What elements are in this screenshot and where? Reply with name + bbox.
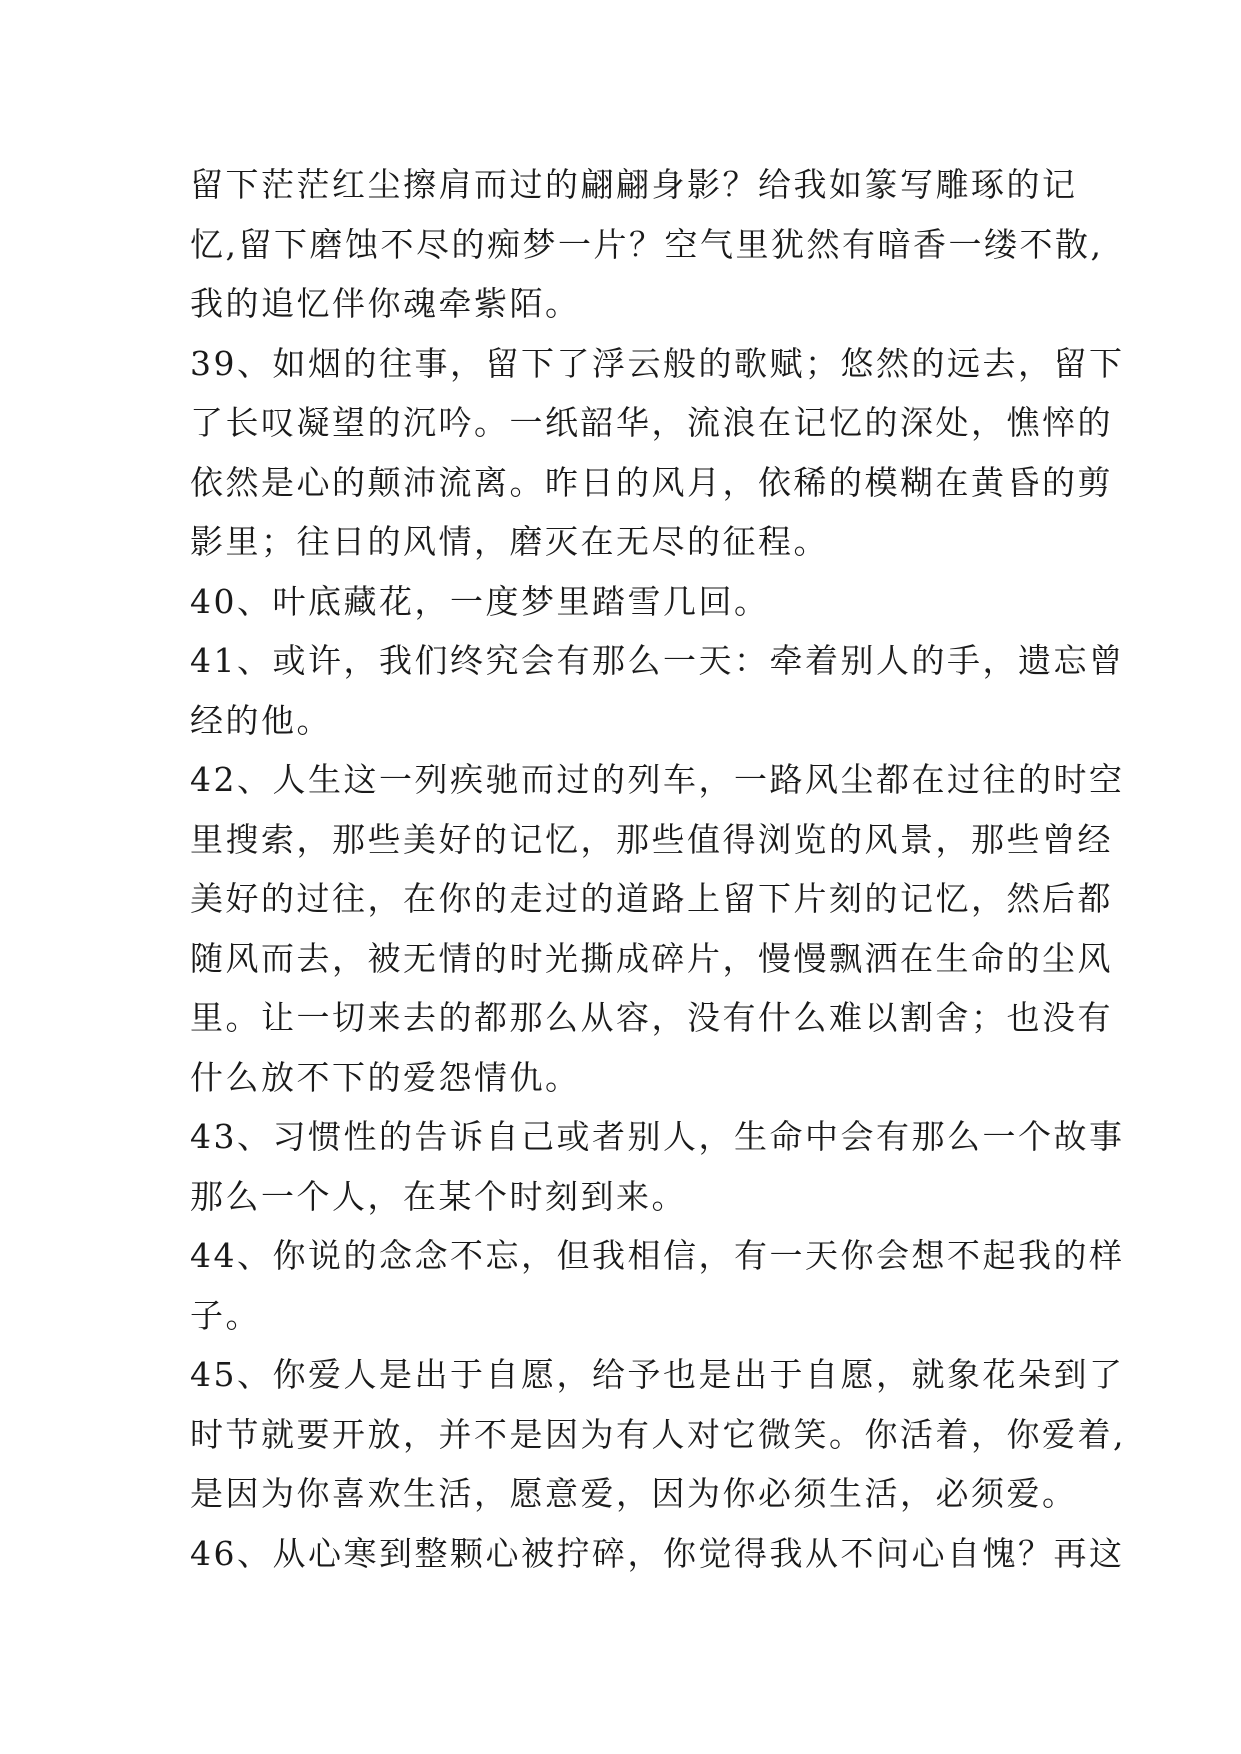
document-body — [190, 155, 1126, 1583]
text-line: 了长叹凝望的沉吟。一纸韶华，流浪在记忆的深处，憔悴的 — [190, 403, 1113, 442]
text-line: 留下茫茫红尘擦肩而过的翩翩身影？给我如篆写雕琢的记 — [190, 165, 1078, 204]
text-line: 44、你说的念念不忘，但我相信，有一天你会想不起我的样 — [190, 1236, 1125, 1275]
text-line: 时节就要开放，并不是因为有人对它微笑。你活着，你爱着, — [190, 1414, 1126, 1454]
text-line: 美好的过往，在你的走过的道路上留下片刻的记忆，然后都 — [190, 879, 1113, 918]
text-line: 43、习惯性的告诉自己或者别人，生命中会有那么一个故事 — [190, 1117, 1125, 1156]
text-line: 里。让一切来去的都那么从容，没有什么难以割舍；也没有 — [190, 998, 1113, 1037]
text-line: 什么放不下的爱怨情仇。 — [190, 1057, 581, 1097]
text-line: 40、叶底藏花，一度梦里踏雪几回。 — [190, 581, 770, 621]
text-line: 41、或许，我们终究会有那么一天：牵着别人的手，遗忘曾 — [190, 641, 1125, 680]
text-line: 影里；往日的风情，磨灭在无尽的征程。 — [190, 522, 829, 561]
text-line: 42、人生这一列疾驰而过的列车，一路风尘都在过往的时空 — [190, 760, 1125, 799]
text-line: 随风而去，被无情的时光撕成碎片，慢慢飘洒在生命的尘风 — [190, 938, 1113, 978]
text-line: 39、如烟的往事，留下了浮云般的歌赋；悠然的远去，留下 — [190, 343, 1125, 383]
text-line: 我的追忆伴你魂牵紫陌。 — [190, 284, 581, 323]
text-line: 那么一个人，在某个时刻到来。 — [190, 1176, 687, 1216]
text-line: 忆,留下磨蚀不尽的痴梦一片？空气里犹然有暗香一缕不散, — [190, 224, 1104, 264]
text-line: 46、从心寒到整颗心被拧碎，你觉得我从不问心自愧？再这 — [190, 1533, 1125, 1573]
text-line: 45、你爱人是出于自愿，给予也是出于自愿，就象花朵到了 — [190, 1355, 1125, 1394]
text-line: 里搜索，那些美好的记忆，那些值得浏览的风景，那些曾经 — [190, 819, 1113, 859]
text-line: 子。 — [190, 1295, 261, 1335]
text-line: 依然是心的颠沛流离。昨日的风月，依稀的模糊在黄昏的剪 — [190, 462, 1113, 502]
text-line: 经的他。 — [190, 700, 332, 740]
text-line: 是因为你喜欢生活，愿意爱，因为你必须生活，必须爱。 — [190, 1474, 1078, 1513]
